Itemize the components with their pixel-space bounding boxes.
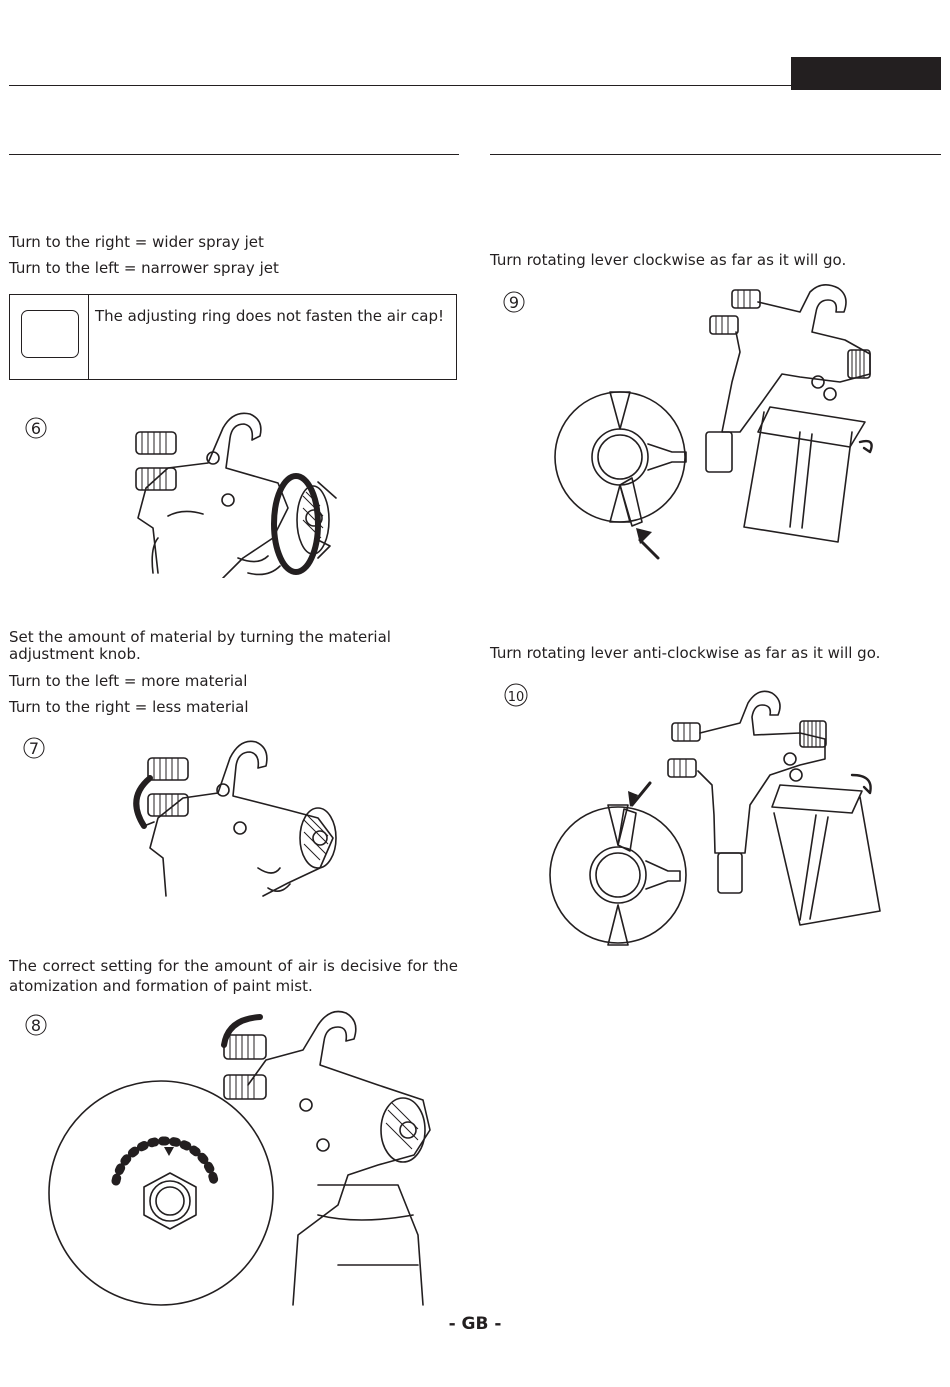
section-tab [791, 57, 941, 90]
figure-7-material-knob [18, 728, 348, 900]
lever-anticlockwise-text: Turn rotating lever anti-clockwise as far as it will go. [490, 644, 881, 662]
material-right-text: Turn to the right = less material [9, 698, 249, 716]
note-text: The adjusting ring does not fasten the air cap! [95, 307, 445, 325]
figure-8-air-dial [18, 1005, 438, 1310]
figure-7-number: 7 [28, 739, 40, 758]
figure-10-number: 10 [507, 690, 525, 705]
material-left-text: Turn to the left = more material [9, 672, 248, 690]
right-column-rule [490, 154, 941, 155]
note-icon [21, 310, 79, 358]
air-setting-text: The correct setting for the amount of air is decisive for the atomization and formation of paint mist. [9, 957, 458, 995]
spray-left-text: Turn to the left = narrower spray jet [9, 259, 279, 277]
lever-clockwise-text: Turn rotating lever clockwise as far as it will go. [490, 251, 847, 269]
figure-9-lever-clockwise [500, 282, 900, 562]
figure-9-number: 9 [508, 293, 520, 312]
figure-10-lever-anticlockwise [500, 675, 900, 955]
figure-8-number: 8 [30, 1016, 42, 1035]
material-intro-text: Set the amount of material by turning the material adjustment knob. [9, 628, 391, 663]
header-rule [9, 85, 791, 86]
note-box [9, 294, 457, 380]
note-icon-cell [10, 295, 89, 379]
page-footer: - GB - [448, 1314, 502, 1334]
spray-right-text: Turn to the right = wider spray jet [9, 233, 264, 251]
left-column-rule [9, 154, 459, 155]
figure-6-number: 6 [30, 419, 42, 438]
figure-6-spray-width-ring [18, 408, 348, 578]
